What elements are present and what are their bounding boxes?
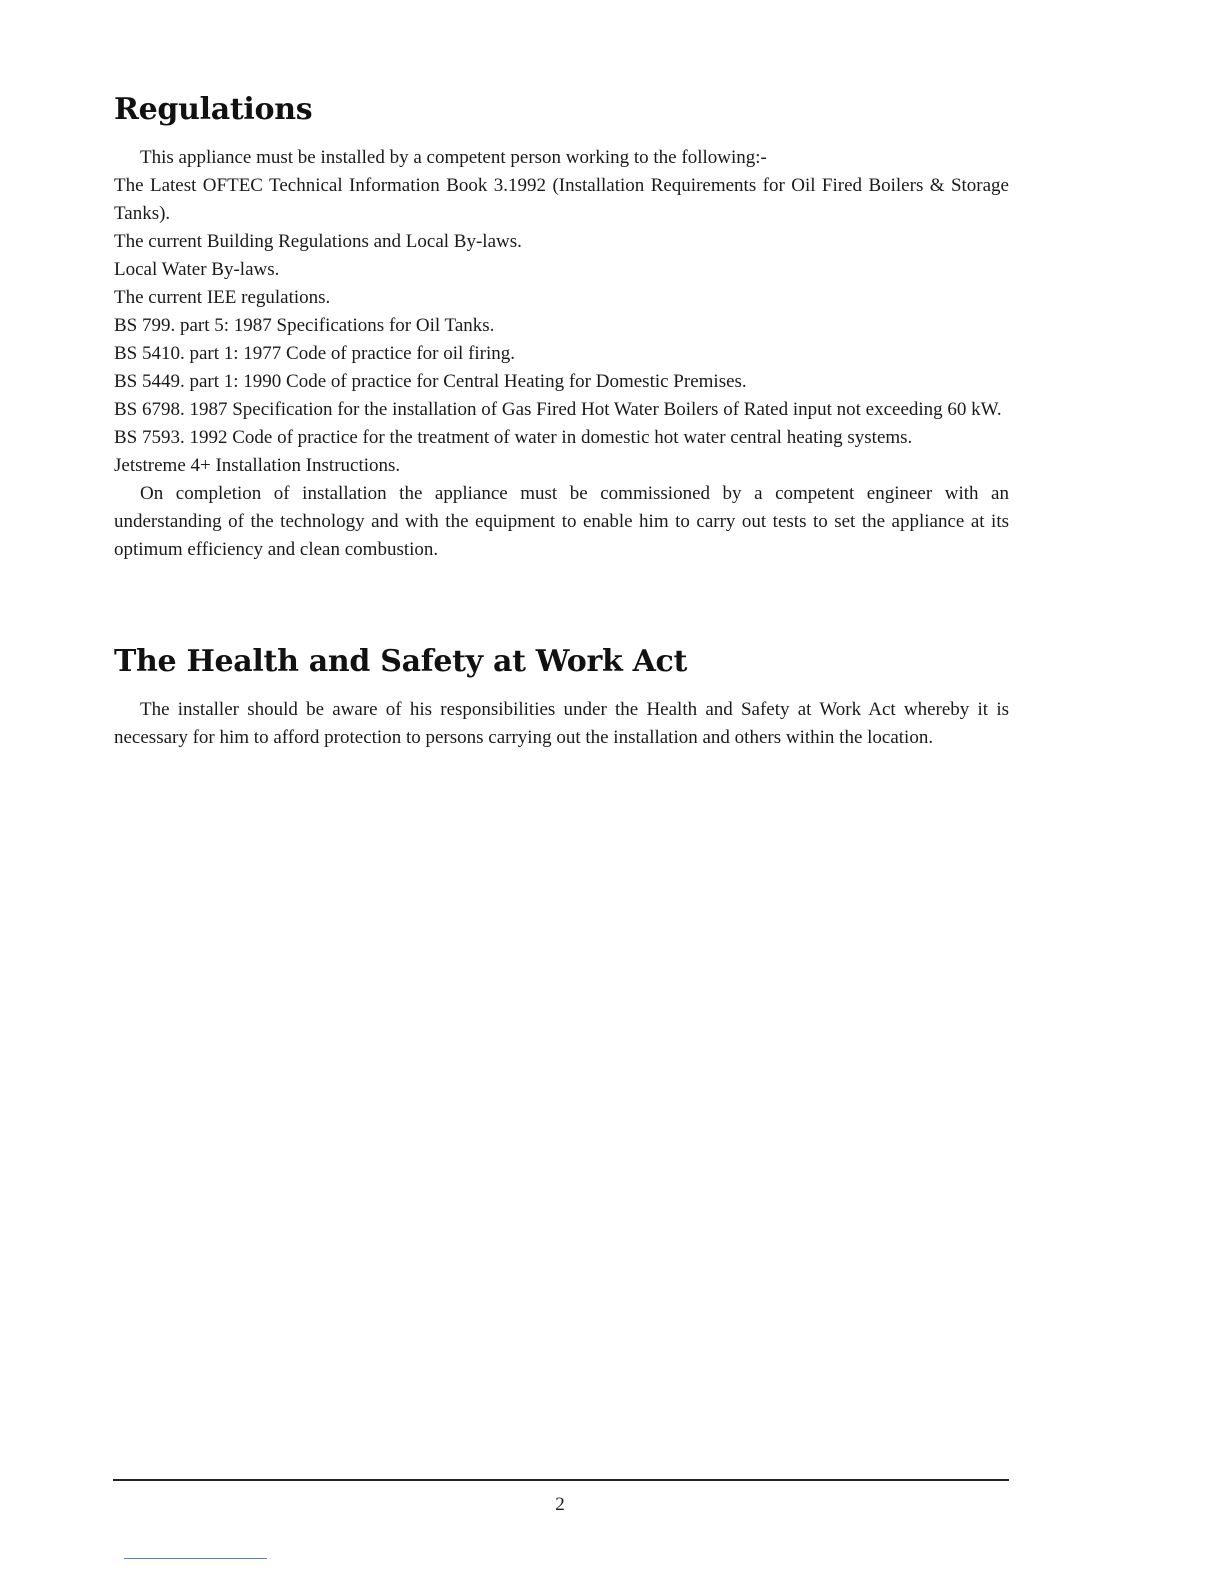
regulation-item-bs7593: BS 7593. 1992 Code of practice for the treatment of water in domestic hot water central heating systems. bbox=[114, 427, 913, 448]
regulation-item-jetstreme: Jetstreme 4+ Installation Instructions. bbox=[114, 455, 401, 476]
regulations-body bbox=[114, 144, 1009, 564]
regulations-closing: On completion of installation the appliance must be commissioned by a competent engineer with an understanding of the technology and with the equipment to enable him to carry out tests to set the appliance at its optimum efficiency and clean combustion. bbox=[114, 483, 1009, 560]
regulation-item-bs5410: BS 5410. part 1: 1977 Code of practice for oil firing. bbox=[114, 343, 516, 364]
regulations-heading: Regulations bbox=[114, 92, 313, 127]
regulation-item-water-bylaws: Local Water By-laws. bbox=[114, 259, 280, 280]
scan-artifact-line bbox=[124, 1558, 267, 1559]
regulation-item-bs799: BS 799. part 5: 1987 Specifications for Oil Tanks. bbox=[114, 315, 495, 336]
regulation-item-iee: The current IEE regulations. bbox=[114, 287, 331, 308]
regulation-item-bs6798: BS 6798. 1987 Specification for the installation of Gas Fired Hot Water Boilers of Rated input not exceeding 60 kW. bbox=[114, 399, 1002, 420]
regulation-item-oftec: The Latest OFTEC Technical Information Book 3.1992 (Installation Requirements for Oil Fired Boilers & Storage Tanks). bbox=[114, 175, 1009, 224]
footer-divider bbox=[113, 1479, 1009, 1481]
page-number: 2 bbox=[555, 1494, 565, 1515]
regulation-item-bs5449: BS 5449. part 1: 1990 Code of practice for Central Heating for Domestic Premises. bbox=[114, 371, 747, 392]
health-safety-heading: The Health and Safety at Work Act bbox=[114, 644, 688, 679]
health-safety-paragraph: The installer should be aware of his responsibilities under the Health and Safety at Work Act whereby it is necessary for him to afford protection to persons carrying out the installation and others within the location. bbox=[114, 699, 1009, 748]
regulation-item-building-regs: The current Building Regulations and Local By-laws. bbox=[114, 231, 522, 252]
health-safety-body bbox=[114, 696, 1009, 752]
regulations-intro: This appliance must be installed by a competent person working to the following:- bbox=[140, 147, 767, 168]
